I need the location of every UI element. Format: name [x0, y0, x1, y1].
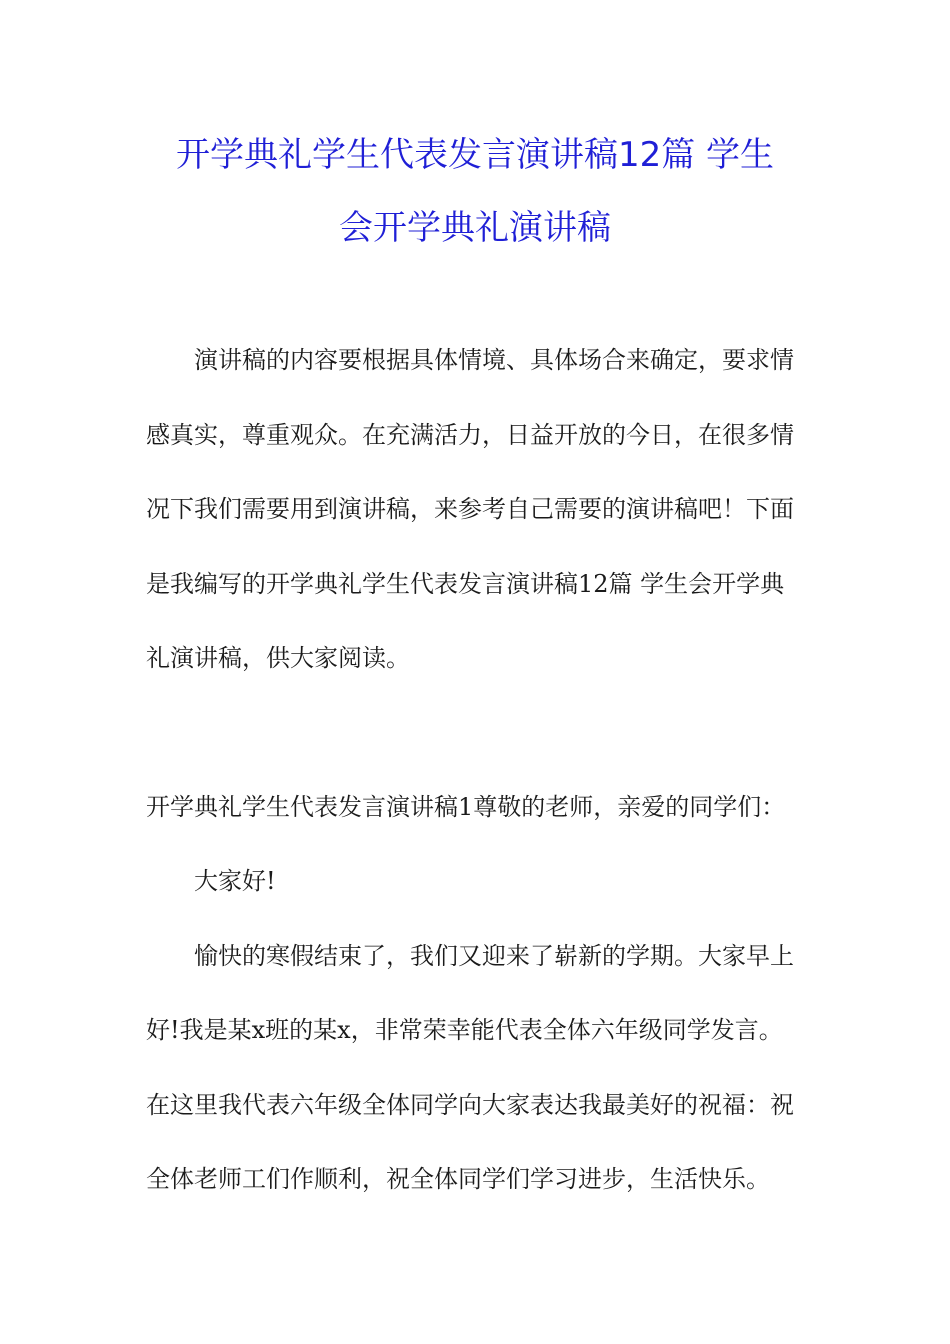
- body-paragraph-line: 好!我是某x班的某x，非常荣幸能代表全体六年级同学发言。: [146, 1016, 783, 1044]
- section-heading: 开学典礼学生代表发言演讲稿1尊敬的老师，亲爱的同学们：: [146, 793, 786, 821]
- intro-paragraph-line: 演讲稿的内容要根据具体情境、具体场合来确定，要求情: [194, 346, 794, 374]
- document-title-line-1: 开学典礼学生代表发言演讲稿12篇 学生: [175, 135, 775, 175]
- intro-paragraph-line: 是我编写的开学典礼学生代表发言演讲稿12篇 学生会开学典: [146, 570, 785, 598]
- body-paragraph-line: 愉快的寒假结束了，我们又迎来了崭新的学期。大家早上: [194, 942, 794, 970]
- intro-paragraph-line: 感真实，尊重观众。在充满活力，日益开放的今日，在很多情: [146, 421, 794, 449]
- intro-paragraph-line: 礼演讲稿，供大家阅读。: [146, 644, 410, 672]
- body-paragraph-line: 在这里我代表六年级全体同学向大家表达我最美好的祝福：祝: [146, 1091, 794, 1119]
- body-paragraph-line: 全体老师工们作顺利，祝全体同学们学习进步，生活快乐。: [146, 1165, 770, 1193]
- greeting-line: 大家好!: [194, 867, 276, 895]
- intro-paragraph-line: 况下我们需要用到演讲稿，来参考自己需要的演讲稿吧！下面: [146, 495, 794, 523]
- document-title-line-2: 会开学典礼演讲稿: [339, 208, 611, 248]
